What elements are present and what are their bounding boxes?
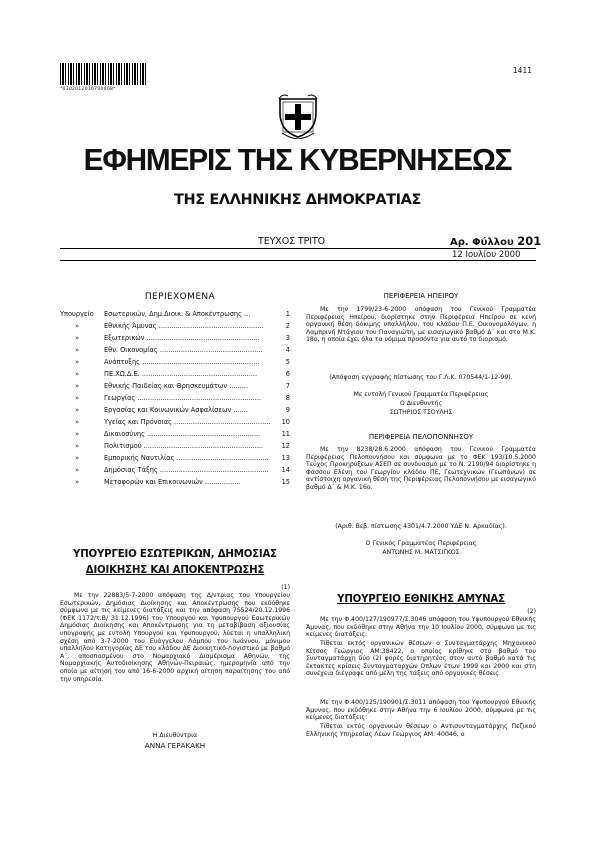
toc-entry-title: Εργασίας και Κοινωνικών Ασφαλίσεων ....... <box>104 406 249 414</box>
toc-row <box>60 430 290 442</box>
toc-row <box>60 478 290 490</box>
gazette-title: ΕΦΗΜΕΡΙΣ ΤΗΣ ΚΥΒΕΡΝΗΣΕΩΣ <box>83 142 512 177</box>
toc-row <box>60 370 290 382</box>
toc-entry-page: 2 <box>285 322 290 330</box>
toc-ministry-label: » <box>74 454 80 462</box>
toc-entry-title: ΠΕ.ΧΩ.Δ.Ε. ....................................................... <box>104 370 258 378</box>
toc-row <box>60 334 290 346</box>
toc-entry-title: Εξωτερικών ...................................................... <box>104 334 260 342</box>
header-rule-bottom <box>60 260 536 261</box>
interior-decision-body: Με την 22883/5-7-2000 απόφαση της Δ/ντριας του Υπουργείου Εσωτερικών, Δημόσιας Διοίκησης και Αποκέντρωσης που εκδόθηκε σύμφωνα με τις κείμενες διατάξεις και την απόφαση 7S524/20.12.1996 (ΦΕΚ 1172/τ.Β/ 31.12.1996) του Υπουργού και Υφυπουργού Εσωτερικών Δημόσιας Διοίκησης και Αποκέντρωσης για τη μεταβίβαση αξιουσίας υπογραφής με εντολή Υπουργού και Υφυπουργού, λύεται η υπαλληλική σχέση από 3-7-2000 του Ευάγγελου Λάμπου του Ιωάννου, μόνιμου υπαλλήλου Κατηγορίας ΔΕ του κλάδου ΔΕ Διοικητικό-Λογιστικό με βαθμό Α΄, αποσπασμένου στο Νομαρχιακό Διαμέρισμα Αθηνών, της Νομαρχιακής Αυτοδιοίκησης Αθηνών-Πειραιώς, ημερομηνία από την οποία με αίτησή του από 16-6-2000 αρχική αίτηση παραίτησης του από την υπηρεσία. <box>60 592 290 683</box>
toc-row <box>60 442 290 454</box>
toc-entry-title: Εθνικής Παιδείας και Θρησκευμάτων ......... <box>104 382 249 390</box>
toc-title: ΠΕΡΙΕΧΟΜΕΝΑ <box>144 292 216 302</box>
toc-row <box>60 394 290 406</box>
toc-ministry-label: » <box>74 466 80 474</box>
toc-entry-title: Εθν. Οικονομίας ................................................. <box>104 346 263 354</box>
defence-paragraph-2: Τίθεται εκτός οργανικών θέσεων ο Συνταγματάρχης Μηχανικού Κίτσος Γεώργιος ΑΜ:38422, ο οποίος κρίθηκε στο βαθμό του Συνταγματάρχη δύο (2) φορές διατηρητέος στον αυτό βαθμό κατά τις έκτακτες κρίσεις Συνταγματαρχών Οπλων έτων 1999 και 2000 και στη συνέχεια διέγραφε από μέλη της τάξεις από οργανικές θέσεις. <box>306 640 536 678</box>
toc-ministry-label: » <box>74 322 80 330</box>
region-heading-epirus: ΠΕΡΙΦΕΡΕΙΑ ΗΠΕΙΡΟΥ <box>383 292 459 300</box>
toc-entry-page: 6 <box>285 370 290 378</box>
gazette-subtitle: ΤΗΣ ΕΛΛΗΝΙΚΗΣ ΔΗΜΟΚΡΑΤΙΑΣ <box>174 192 421 208</box>
toc-entry-title: Πολιτισμού ......................................................... <box>104 442 264 450</box>
peloponnese-sign-name: ΑΝΤΩΝΗΣ Μ. ΜΑΤΣΙΓΚΟΣ <box>382 549 460 556</box>
defence-paragraph-4: Τίθεται εκτός οργανικών θέσεων ο Αντισυνταγματάρχης Πεζικού Ελληνικής Υπηρεσίας Λέων Γεώργιος ΑΜ: 40046, ο <box>306 723 536 738</box>
toc-row <box>60 418 290 430</box>
toc-entry-title: Υγείας και Πρόνοιας .............................................. <box>104 418 271 426</box>
toc-row <box>60 346 290 358</box>
toc-entry-title: Ανάπτυξης ........................................................ <box>104 358 260 366</box>
issue-type: ΤΕΥΧΟΣ ΤΡΙΤΟ <box>258 236 326 247</box>
sheet-label: Αρ. Φύλλου <box>450 237 514 248</box>
decision-ref-1: (1) <box>281 584 290 591</box>
toc-row <box>60 466 290 478</box>
sheet-number-value: 201 <box>517 234 542 248</box>
toc-entry-title: Δικαιοσύνης ...................................................... <box>104 430 261 438</box>
page-number: 1411 <box>512 66 532 75</box>
barcode <box>60 63 146 85</box>
decision-ref-2: (2) <box>527 608 536 615</box>
region-heading-peloponnese: ΠΕΡΙΦΕΡΕΙΑ ΠΕΛΟΠΟΝΝΗΣΟΥ <box>368 433 474 441</box>
interior-sign-name: ΑΝΝΑ ΓΕΡΑΚΑΚΗ <box>144 741 206 750</box>
toc-entry-page: 12 <box>281 442 290 450</box>
toc-entry-title: Γεωργίας ........................................................... <box>104 394 262 402</box>
toc-entry-title: Μεταφορών και Επικοινωνιών ................. <box>104 478 241 486</box>
toc-entry-page: 3 <box>285 334 290 342</box>
table-of-contents <box>60 310 290 490</box>
toc-entry-title: Εσωτερικών, Δημ.Διοικ. & Αποκέντρωσης ... <box>104 310 251 318</box>
ministry-interior-heading-line2: ΔΙΟΙΚΗΣΗΣ ΚΑΙ ΑΠΟΚΕΝΤΡΩΣΗΣ <box>85 565 265 576</box>
toc-ministry-label: » <box>74 430 80 438</box>
toc-entry-page: 11 <box>281 430 290 438</box>
toc-entry-page: 14 <box>281 466 290 474</box>
toc-entry-page: 8 <box>285 394 290 402</box>
sheet-number <box>450 234 541 248</box>
epirus-paragraph: Με την 1799/23-6-2000 απόφαση του Γενικού Γραμματέα Περιφέρειας Ηπείρου, διορίστηκε στην Περιφέρεια Ηπείρου σε κενή οργανική θέση δόκιμης υπαλλήλου, του κλάδου Π.Ε. Οικονομολόγων, η Λαμπρινή Ντάγιου του Παναγιώτη, με εισαγωγικό βαθμό Δ΄ και στο Μ.Κ. 18ο, η οποία έχει όλα τα νόμιμα προσόντα για αυτό το διορισμό. <box>306 306 536 344</box>
toc-row <box>60 382 290 394</box>
toc-entry-page: 15 <box>281 478 290 486</box>
toc-ministry-label: Υπουργείο <box>60 310 94 318</box>
toc-row <box>60 454 290 466</box>
toc-entry-page: 9 <box>285 406 290 414</box>
greek-coat-of-arms-icon <box>278 93 318 139</box>
toc-entry-title: Δημόσιας Τάξης .................................................... <box>104 466 269 474</box>
toc-ministry-label: » <box>74 370 80 378</box>
toc-row <box>60 358 290 370</box>
issue-date: 12 Ιουλίου 2000 <box>452 250 521 260</box>
toc-ministry-label: » <box>74 382 80 390</box>
toc-entry-title: Εθνικής Άμυνας .................................................. <box>104 322 264 330</box>
toc-ministry-label: » <box>74 406 80 414</box>
toc-ministry-label: » <box>74 442 80 450</box>
toc-entry-page: 5 <box>285 358 290 366</box>
epirus-sign-name: ΣΩΤΗΡΙΟΣ ΤΣΟΥΛΗΣ <box>389 409 453 416</box>
toc-ministry-label: » <box>74 334 80 342</box>
toc-ministry-label: » <box>74 358 80 366</box>
toc-ministry-label: » <box>74 478 80 486</box>
epirus-note: (Απόφαση εγγραφής πίστωσης του Γ.Λ.Κ. 070544/1-12-99). <box>329 374 513 381</box>
ministry-defence-heading: ΥΠΟΥΡΓΕΙΟ ΕΘΝΙΚΗΣ ΑΜΥΝΑΣ <box>337 594 505 605</box>
toc-entry-page: 13 <box>281 454 290 462</box>
epirus-sign-line1: Με εντολή Γενικού Γραμματέα Περιφέρειας <box>353 391 489 398</box>
toc-ministry-label: » <box>74 418 80 426</box>
toc-row <box>60 322 290 334</box>
toc-ministry-label: » <box>74 346 80 354</box>
toc-row <box>60 406 290 418</box>
toc-entry-title: Εμπορικής Ναυτιλίας ............................................ <box>104 454 269 462</box>
interior-sign-title: Η Διευθύντρια <box>152 732 198 739</box>
toc-entry-page: 4 <box>285 346 290 354</box>
toc-entry-page: 7 <box>285 382 290 390</box>
header-rule <box>60 248 536 249</box>
defence-paragraph-1: Με την Φ.400/127/190977/Σ.3046 απόφαση του Υφυπουργού Εθνικής Άμυνας, που εκδόθηκε στην Αθήνα την 10 Ιουλίου 2000, σύμφωνα με τις κείμενες διατάξεις: <box>306 616 536 639</box>
toc-row <box>60 310 290 322</box>
epirus-sign-line2: Ο Διευθυντής <box>399 400 443 407</box>
toc-ministry-label: » <box>74 394 80 402</box>
peloponnese-paragraph: Με την 8238/28.6.2000 απόφαση του Γενικού Γραμματέα Περιφέρειας Πελοποννήσου και σύμφωνα με το ΦΕΚ 193/10.5.2000 Τεύχος Προκηρύξεων ΑΣΕΠ σε συνδυασμό με το Ν. 2190/94 διορίστηκε η Φάσσου Ελένη του Γεωργίου κλάδου ΠΕ, Γεωτεχνικών (Γεωπόνων) σε αντίστοιχη οργανική θέση της Περιφέρειας Πελοποννήσου με εισαγωγικό βαθμό Δ΄ & Μ.Κ. 16ο. <box>306 446 536 491</box>
ministry-interior-heading-line1: ΥΠΟΥΡΓΕΙΟ ΕΣΩΤΕΡΙΚΩΝ, ΔΗΜΟΣΙΑΣ <box>73 549 277 560</box>
toc-entry-page: 1 <box>285 310 290 318</box>
peloponnese-note: (Αριθ. Βεβ. πίστωσης 4301/4.7.2000 ΥΔΕ Ν. Αρκαδίας). <box>335 523 507 530</box>
toc-entry-page: 10 <box>281 418 290 426</box>
defence-paragraph-3: Με την Φ.400/125/190901/Σ.3011 απόφαση του Υφυπουργού Εθνικής Άμυνας, που εκδόθηκε στην Αθήνα την 6 Ιουλίου 2000, σύμφωνα με τις κείμενες διατάξεις: <box>306 699 536 722</box>
barcode-number: *0302012010700008* <box>60 87 116 92</box>
peloponnese-sign-line1: Ο Γενικός Γραμματέας Περιφέρειας <box>365 540 477 547</box>
